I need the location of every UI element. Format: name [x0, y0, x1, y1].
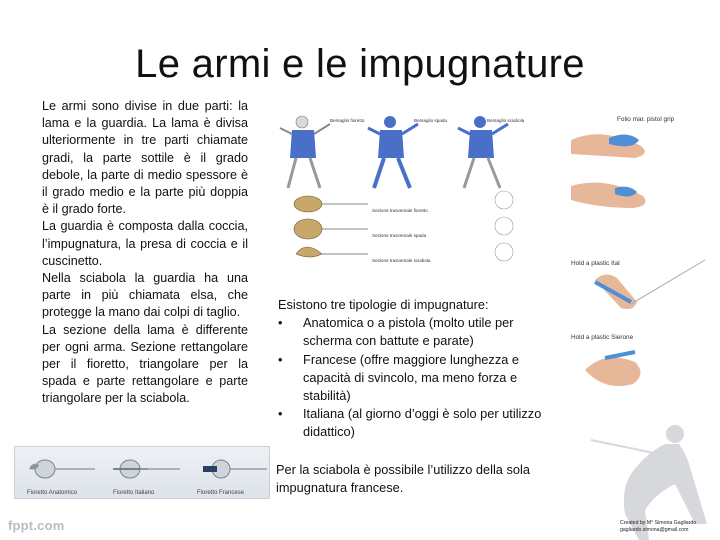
guards-photo	[14, 446, 270, 499]
guard-caption-francese: Fioretto Francese	[197, 490, 245, 496]
grips-intro: Esistono tre tipologie di impugnature:	[278, 297, 489, 312]
caption-epee-section: Sezione trasversale spada	[372, 233, 427, 238]
targets-and-sections-figure	[272, 104, 524, 274]
guard-caption-italiano: Fioretto Italiano	[113, 490, 155, 496]
french-grip-hand	[585, 352, 641, 386]
credit-author: Created by M° Simona Gagliardo	[620, 520, 697, 526]
author-credit	[620, 520, 696, 534]
grips-section	[278, 296, 550, 442]
fencers-illustration	[272, 104, 524, 274]
slide-title: Le armi e le impugnature	[135, 42, 585, 86]
grips-illustration	[565, 110, 715, 430]
paragraph-sabre-guard: Nella sciabola la guardia ha una parte in più chiamata elsa, che protegge la mano dai colpi di taglio.	[42, 271, 248, 320]
fencer-foil-target	[280, 116, 330, 188]
pistol-grip-hands	[571, 134, 645, 208]
grip-francese: Francese (offre maggiore lunghezza e capacità di svincolo, ma meno forza e stabilità)	[303, 351, 520, 404]
caption-italian-grip: Hold a plastic Ital	[571, 260, 620, 267]
fppt-logo: fppt.com	[8, 518, 65, 533]
caption-sabre-target: Bersaglio sciabola	[487, 118, 525, 123]
caption-foil-section: Sezione trasversale fioretto	[372, 208, 428, 213]
credit-email: gagliardo.simona@gmail.com	[620, 527, 689, 533]
paragraph-guard: La guardia è composta dalla coccia, l’impugnatura, la presa di coccia e il cuscinetto.	[42, 219, 248, 268]
caption-sabre-section: Sezione trasversale sciabola	[372, 258, 431, 263]
caption-epee-target: Bersaglio spada	[414, 118, 447, 123]
weapons-description	[42, 98, 248, 408]
grip-italiana: Italiana (al giorno d’oggi è solo per utilizzo didattico)	[303, 406, 542, 440]
fencer-sabre-target	[458, 116, 508, 188]
caption-french-grip: Hold a plastic Sierone	[571, 334, 634, 341]
grips-figure	[565, 110, 715, 430]
list-item	[278, 314, 550, 350]
list-item	[278, 351, 550, 406]
grip-anatomica: Anatomica o a pistola (molto utile per scherma con battute e parate)	[303, 315, 514, 349]
guard-anatomico	[29, 460, 95, 478]
guard-caption-anatomico: Fioretto Anatomico	[27, 490, 78, 496]
list-item	[278, 405, 550, 441]
guard-italiano	[113, 460, 180, 478]
guard-francese	[203, 460, 267, 478]
bullet-icon: •	[278, 315, 283, 331]
bullet-icon: •	[278, 406, 283, 422]
fencer-epee-target	[368, 116, 418, 188]
grips-list	[278, 314, 550, 441]
blade-sections	[294, 191, 513, 261]
paragraph-blade: Le armi sono divise in due parti: la lama e la guardia. La lama è divisa ulteriormente in tre parti chiamate gradi, la parte sottile è il grado debole, la parte di medio spessore è il grado medio e la parte più doppia è il grado forte.	[42, 99, 248, 217]
sabre-grip-note: Per la sciabola è possibile l’utilizzo della sola impugnatura francese.	[276, 462, 530, 495]
caption-foil-target: Bersaglio fioretto	[330, 118, 365, 123]
paragraph-blade-section: La sezione della lama è differente per ogni arma. Sezione rettangolare per il fioretto, triangolare per la spada e parte rettangolare e parte triangolare per la sciabola.	[42, 322, 248, 406]
caption-pistol-grip: Folio mar. pistol grip	[617, 116, 675, 123]
bullet-icon: •	[278, 351, 283, 367]
italian-grip-hand	[595, 260, 705, 309]
